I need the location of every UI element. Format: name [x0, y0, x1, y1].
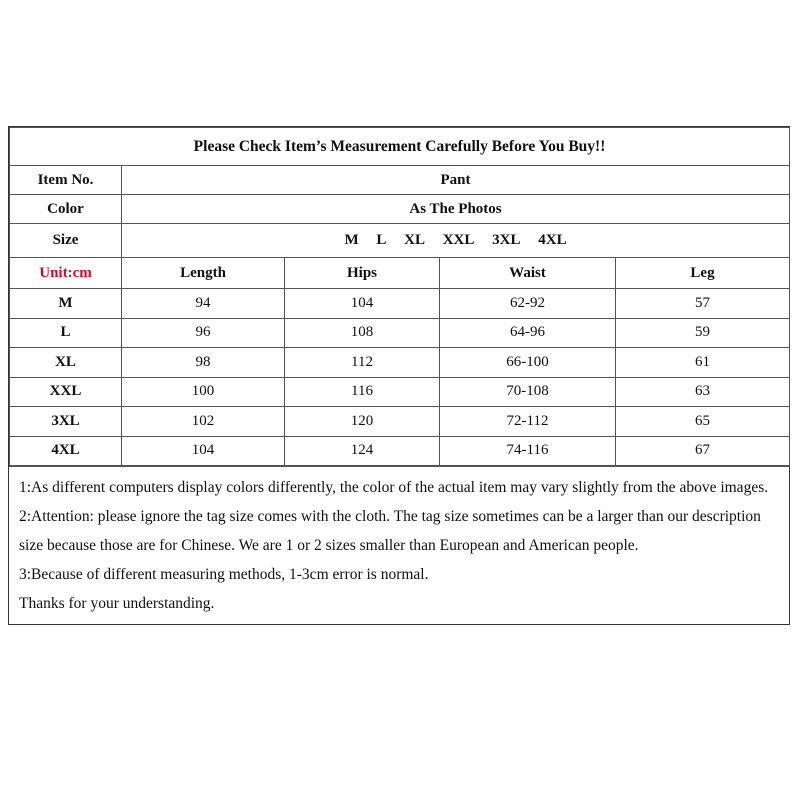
cell-waist: 66-100 [440, 348, 616, 378]
column-header-hips: Hips [285, 258, 440, 289]
row-size: XXL [10, 377, 122, 407]
size-list [122, 224, 790, 258]
table-title: Please Check Item’s Measurement Carefully Before You Buy!! [10, 128, 790, 166]
size-option: M [344, 232, 359, 248]
note-colors: 1:As different computers display colors differently, the color of the actual item may vary slightly from the above images. [19, 479, 769, 496]
table-row [10, 318, 790, 348]
notes-section [9, 466, 789, 624]
unit-label: Unit:cm [10, 258, 122, 289]
color-value: As The Photos [122, 195, 790, 224]
size-chart [8, 126, 790, 625]
size-option: L [376, 232, 387, 248]
note-tag-size: 2:Attention: please ignore the tag size comes with the cloth. The tag size sometimes can be a larger than our description size because those are for Chinese. We are 1 or 2 sizes smaller than European and American people. [19, 508, 761, 554]
cell-waist: 74-116 [440, 436, 616, 466]
row-size: XL [10, 348, 122, 378]
column-header-length: Length [122, 258, 285, 289]
table-row [10, 407, 790, 437]
cell-leg: 59 [616, 318, 790, 348]
cell-waist: 64-96 [440, 318, 616, 348]
cell-length: 104 [122, 436, 285, 466]
cell-length: 98 [122, 348, 285, 378]
cell-leg: 57 [616, 289, 790, 319]
cell-waist: 70-108 [440, 377, 616, 407]
cell-hips: 120 [285, 407, 440, 437]
cell-leg: 61 [616, 348, 790, 378]
cell-hips: 112 [285, 348, 440, 378]
size-option: XL [404, 232, 425, 248]
table-row [10, 377, 790, 407]
size-option: XXL [442, 232, 475, 248]
cell-waist: 62-92 [440, 289, 616, 319]
note-thanks: Thanks for your understanding. [19, 595, 215, 612]
table-row [10, 348, 790, 378]
cell-hips: 104 [285, 289, 440, 319]
cell-leg: 67 [616, 436, 790, 466]
cell-leg: 63 [616, 377, 790, 407]
cell-hips: 124 [285, 436, 440, 466]
row-size: M [10, 289, 122, 319]
row-size: 3XL [10, 407, 122, 437]
item-no-value: Pant [122, 166, 790, 195]
note-measuring: 3:Because of different measuring methods, 1-3cm error is normal. [19, 566, 429, 583]
cell-hips: 108 [285, 318, 440, 348]
cell-leg: 65 [616, 407, 790, 437]
size-option: 4XL [538, 232, 567, 248]
measurement-table [9, 127, 790, 466]
row-size: L [10, 318, 122, 348]
cell-waist: 72-112 [440, 407, 616, 437]
color-label: Color [10, 195, 122, 224]
column-header-leg: Leg [616, 258, 790, 289]
cell-length: 102 [122, 407, 285, 437]
size-option: 3XL [492, 232, 521, 248]
cell-length: 94 [122, 289, 285, 319]
column-header-waist: Waist [440, 258, 616, 289]
cell-length: 96 [122, 318, 285, 348]
cell-length: 100 [122, 377, 285, 407]
table-row [10, 436, 790, 466]
row-size: 4XL [10, 436, 122, 466]
size-label: Size [10, 224, 122, 258]
cell-hips: 116 [285, 377, 440, 407]
item-no-label: Item No. [10, 166, 122, 195]
table-row [10, 289, 790, 319]
